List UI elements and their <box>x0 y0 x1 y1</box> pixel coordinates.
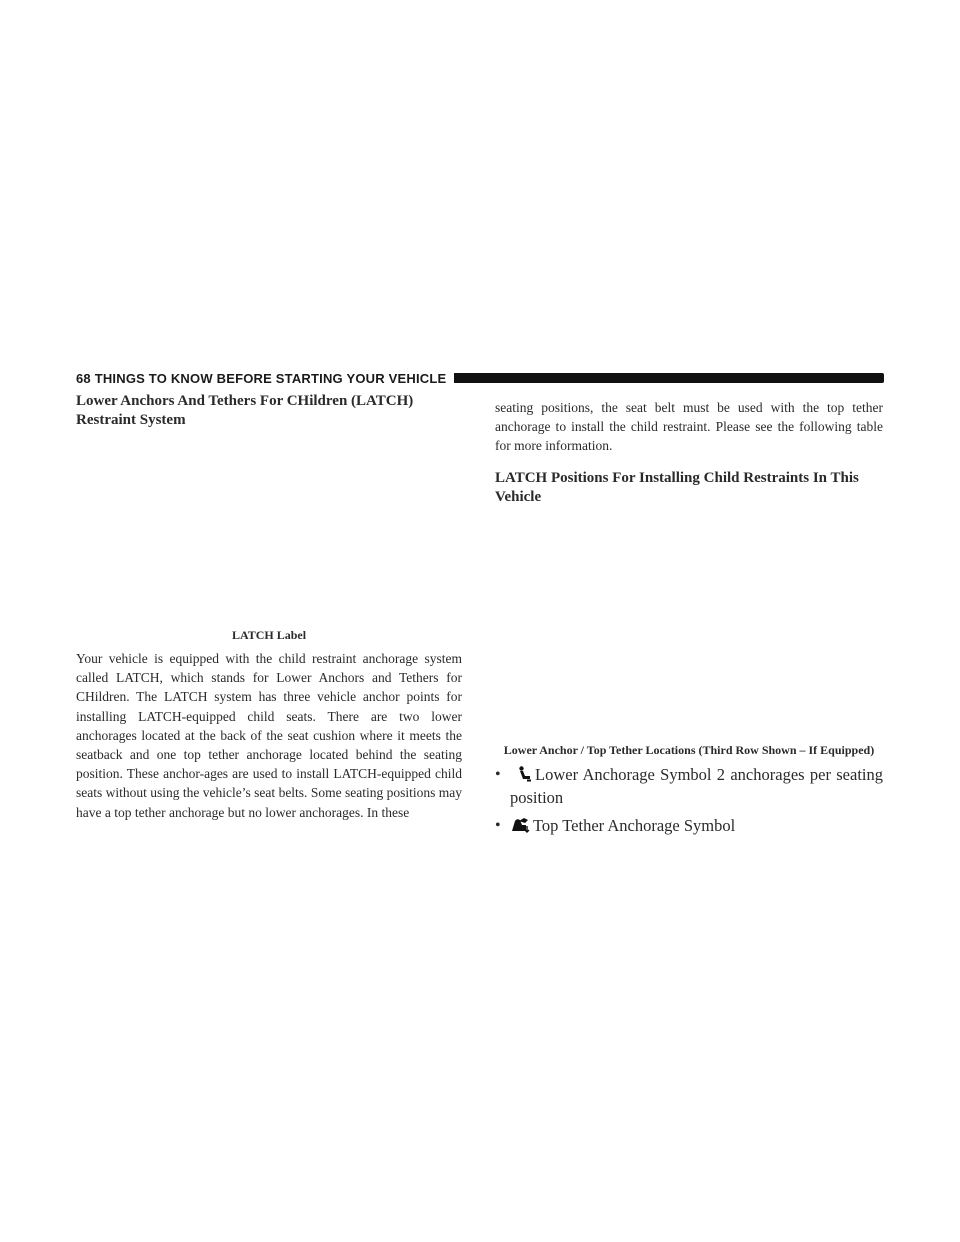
latch-positions-heading: LATCH Positions For Installing Child Restraints In This Vehicle <box>495 469 859 505</box>
latch-label-figure <box>76 430 462 628</box>
latch-label-caption: LATCH Label <box>231 628 307 642</box>
symbol-list <box>495 764 883 838</box>
lower-anchorage-symbol-icon <box>518 766 532 787</box>
right-column <box>495 392 883 845</box>
list-item <box>495 815 883 838</box>
anchor-locations-caption: Lower Anchor / Top Tether Locations (Third Row Shown – If Equipped) <box>503 742 875 757</box>
top-tether-anchorage-text: Top Tether Anchorage Symbol <box>533 815 736 835</box>
lower-anchorage-text: Lower Anchorage Symbol 2 anchorages per seating position <box>510 764 883 807</box>
bullet-dot: • <box>495 765 501 783</box>
page-number: 68 <box>76 370 91 386</box>
latch-description-paragraph: Your vehicle is equipped with the child restraint anchorage system called LATCH, which stands for Lower Anchors and Tethers for CHildren. The LATCH system has three vehicle anchor points for installing LATCH-equipped child seats. There are two lower anchorages located at the back of the seat cushion where it meets the seatback and one top tether anchorage located behind the seating position. These anchor-ages are used to install LATCH-equipped child seats without using the vehicle’s seat belts. Some seating positions may have a top tether anchorage but no lower anchorages. In these <box>76 651 462 820</box>
latch-continued-paragraph: seating positions, the seat belt must be used with the top tether anchorage to install the child restraint. Please see the following table for more information. <box>495 400 883 454</box>
top-tether-anchorage-symbol-icon <box>510 817 530 838</box>
header-rule-bar <box>454 373 884 383</box>
left-column <box>76 392 462 822</box>
section-title: THINGS TO KNOW BEFORE STARTING YOUR VEHICLE <box>94 370 447 386</box>
list-item <box>495 764 883 808</box>
page-header-text <box>76 371 454 386</box>
latch-system-heading: Lower Anchors And Tethers For CHildren (LATCH) Restraint System <box>76 393 414 428</box>
bullet-dot: • <box>495 816 501 834</box>
page-header <box>76 368 884 388</box>
anchor-locations-figure <box>495 507 883 743</box>
